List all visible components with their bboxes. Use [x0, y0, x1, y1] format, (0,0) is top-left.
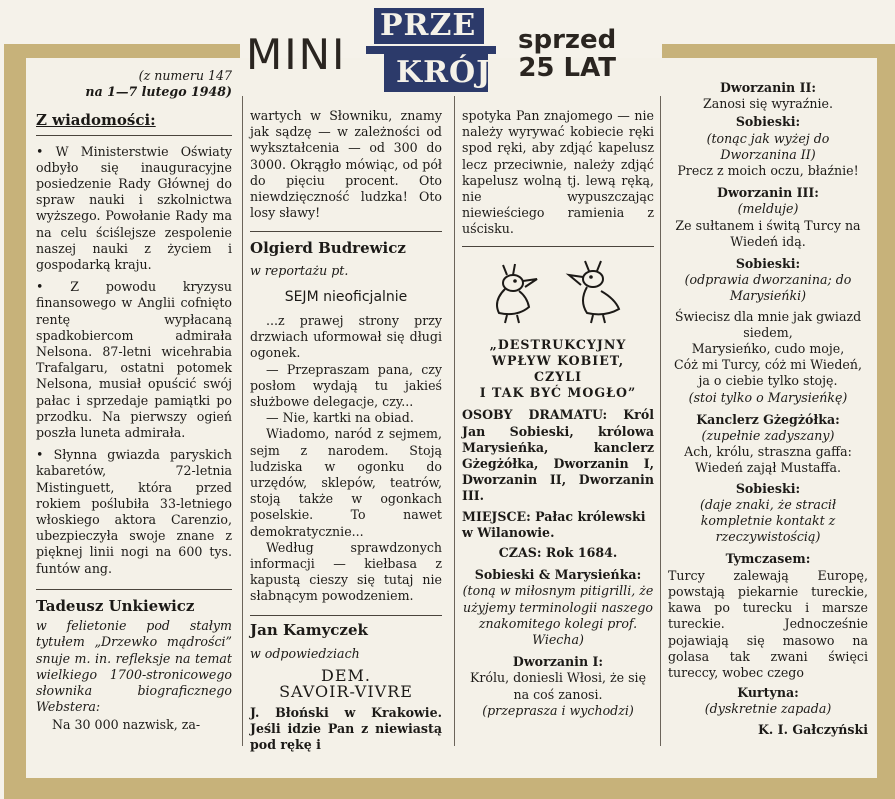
- section-title: Z wiadomości:: [36, 111, 156, 130]
- dialogue-line: ja o ciebie tylko stoję.: [698, 373, 838, 389]
- stage-direction: (toną w miłosnym pitigrilli, że użyjemy terminologii naszego znakomitego kolegi prof. Wiecha): [462, 583, 654, 648]
- stage-direction: (daje znaki, że stracił kompletnie kontakt z rzeczywistością): [699, 496, 837, 545]
- column-divider: [660, 96, 661, 746]
- divider: [250, 615, 442, 616]
- article-text: spotyka Pan znajomego — nie należy wyrywać kobiecie ręki spod ręki, aby zdjąć kapelusz lecz przeciwnie, należy zdjąć kapelusz wolną tj. lewą ręką, nie wypuszczając niewieściego ramienia z uścisku.: [462, 108, 654, 237]
- article-text: Na 30 000 nazwisk, za-: [52, 717, 201, 733]
- dialogue-line: Świecisz dla mnie jak gwiazd siedem,: [674, 308, 862, 340]
- author-name: Olgierd Budrewicz: [250, 239, 406, 258]
- play-title: CZYLI: [534, 369, 582, 385]
- play-place: MIEJSCE: Pałac królewski w Wilanowie.: [462, 508, 646, 540]
- speaker: Dworzanin II:: [719, 80, 817, 95]
- news-item: • Słynna gwiazda paryskich kabaretów, 72-letnia Mistinguett, która przed rokiem poślubiła 33-letniego włoskiego aktora Carenzio, ubezpieczyła swoje znane z pięknej linii nogi na 600 tys. funtów ang.: [36, 447, 232, 576]
- frame-border-left: [4, 44, 26, 792]
- stage-direction: (przeprasza i wychodzi): [482, 702, 634, 718]
- author-name: Tadeusz Unkiewicz: [36, 596, 195, 615]
- column-divider: [242, 96, 243, 746]
- dialogue-line: Wiedeń zajął Mustaffa.: [695, 460, 841, 476]
- play-title: „DESTRUKCYJNY: [489, 336, 627, 352]
- header-sprzed-line1: sprzed: [518, 25, 617, 55]
- stage-direction: (zupełnie zadyszany): [701, 428, 835, 444]
- dialogue-line: Zanosi się wyraźnie.: [702, 96, 834, 112]
- frame-border-bottom: [4, 778, 895, 799]
- speaker: Dworzanin I:: [512, 654, 604, 670]
- header-mini: MINI: [246, 30, 347, 79]
- column-3: [462, 108, 654, 719]
- article-text: — Przepraszam pana, czy posłom wydają tu jakieś służbowe delegacje, czy...: [250, 361, 442, 410]
- stage-direction: (tonąc jak wyżej do Dworzanina II): [706, 130, 830, 162]
- play-title: I TAK BYĆ MOGŁO”: [479, 385, 637, 401]
- play-title: WPŁYW KOBIET,: [491, 352, 625, 368]
- przekroj-logo: [366, 4, 496, 96]
- header-sprzed-line2: 25 LAT: [518, 53, 616, 83]
- dialogue-line: Cóż mi Turcy, cóż mi Wiedeń,: [674, 357, 862, 373]
- divider: [462, 246, 654, 247]
- speaker: Sobieski:: [735, 256, 801, 272]
- article-title: SEJM nieoficjalnie: [284, 288, 408, 305]
- dialogue-line: Turcy zalewają Europę, powstają piekarnie tureckie, kawa po turecku i marsze tureckie. Jednocześnie pojawiają się masowo na golasa tak zwani święci tureccy, wobec czego: [668, 567, 868, 680]
- frame-border-top-right: [662, 44, 895, 58]
- dialogue-line: Ze sułtanem i świtą Turcy na Wiedeń idą.: [675, 217, 861, 249]
- stage-direction: (stoi tylko o Marysieńkę): [688, 389, 848, 405]
- column-divider: [454, 96, 455, 746]
- author-name: Jan Kamyczek: [250, 620, 368, 639]
- dialogue-line: Precz z moich oczu, błaźnie!: [677, 163, 859, 179]
- news-item: • W Ministerstwie Oświaty odbyło się inauguracyjne posiedzenie Rady Głównej do spraw nauki i szkolnictwa wyższego. Powołanie Rady ma na celu ściślejsze zespolenie naszej nauki z życiem i gospodarką kraju.: [36, 143, 232, 273]
- article-title: DEM.: [321, 666, 371, 686]
- speaker: Sobieski:: [735, 480, 801, 496]
- article-text: J. Błoński w Krakowie. Jeśli idzie Pan z niewiastą pod rękę i: [250, 704, 442, 752]
- dialogue-line: Marysieńko, cudo moje,: [691, 341, 845, 357]
- divider: [36, 135, 232, 136]
- speaker: Kurtyna:: [737, 685, 799, 701]
- speaker: Dworzanin III:: [717, 185, 819, 201]
- play-persons: OSOBY DRAMATU: Król Jan Sobieski, królowa Marysieńka, kanclerz Gżegżółka, Dworzanin I, Dworzanin II, Dworzanin III.: [462, 407, 654, 504]
- frame-border-right: [877, 44, 895, 792]
- article-text: wartych w Słowniku, znamy jak sądzę — w zależności od wykształcenia — od 300 do 3000. Okrągło mówiąc, od pół do pięciu procent. Oto niewdzięczność ludzka! Oto losy sławy!: [250, 108, 442, 221]
- source-line: (z numeru 147: [138, 68, 232, 83]
- article-intro: w odpowiedziach: [250, 645, 360, 661]
- stage-direction: (dyskretnie zapada): [704, 701, 832, 717]
- logo-text-top: PRZE: [380, 8, 477, 43]
- signature: K. I. Gałczyński: [757, 721, 868, 737]
- column-1: [36, 68, 232, 734]
- dialogue-line: Królu, doniesli Włosi, że się na coś zanosi.: [469, 670, 647, 702]
- news-item: • Z powodu kryzysu finansowego w Anglii cofnięto rentę wypłacaną spadkobiercom admirała Nelsona. 87-letni wicehrabia Trafalgaru, ostatni potomek Nelsona, musiał opuścić swój pałac i sprzedaje pamiątki po przodku. Na pierwszy ogień poszła luneta admirała.: [36, 279, 232, 441]
- article-text: — Nie, kartki na obiad.: [266, 410, 414, 426]
- ducks-illustration: [483, 257, 633, 327]
- header-sprzed: [518, 26, 616, 82]
- speaker: Tymczasem:: [725, 551, 811, 567]
- dialogue-line: Ach, królu, straszna gaffa:: [684, 444, 852, 460]
- article-intro: w reportażu pt.: [250, 262, 349, 278]
- source-line: na 1—7 lutego 1948): [85, 84, 232, 100]
- stage-direction: (melduje): [737, 201, 799, 217]
- logo-text-bottom: KRÓJ: [396, 55, 492, 90]
- play-time: CZAS: Rok 1684.: [498, 545, 618, 561]
- article-text: ...z prawej strony przy drzwiach uformował się długi ogonek.: [250, 313, 442, 361]
- stage-direction: (odprawia dworzanina; do Marysieńki): [684, 272, 852, 304]
- article-text: Według sprawdzonych informacji — kiełbasa z kapustą cieszy się tutaj nie słabnącym powodzeniem.: [250, 539, 442, 604]
- speaker: Sobieski & Marysieńka:: [474, 567, 642, 583]
- article-text: Wiadomo, naród z sejmem, sejm z narodem. Stoją ludziska w ogonku do urzędów, sklepów, teatrów, stoją także w ogonkach poselskie. To nawet demokratycznie...: [250, 426, 442, 539]
- column-2: [250, 108, 442, 753]
- article-title: SAVOIR-VIVRE: [279, 682, 413, 702]
- logo-bar: [366, 46, 496, 54]
- article-intro: w felietonie pod stałym tytułem „Drzewko mądrości” snuje m. in. refleksje na temat wielkiego 1700-stronicowego słownika biograficznego Webstera:: [36, 618, 232, 715]
- column-4: [668, 80, 868, 738]
- speaker: Sobieski:: [735, 114, 801, 130]
- speaker: Kanclerz Gżegżółka:: [696, 411, 840, 427]
- frame-border-top-left: [4, 44, 240, 58]
- divider: [36, 589, 232, 590]
- divider: [250, 231, 442, 232]
